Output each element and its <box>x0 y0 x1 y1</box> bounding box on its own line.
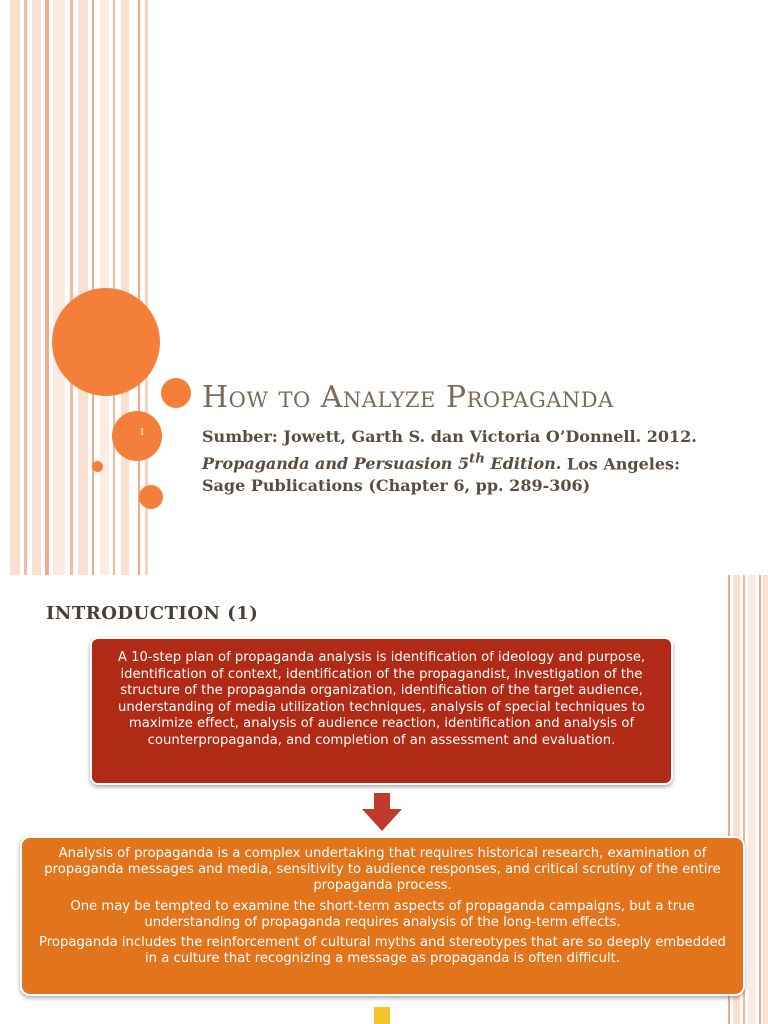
analysis-paragraph: One may be tempted to examine the short-term aspects of propaganda campaigns, but a true understanding of propaganda requires analysis of the long-term effects. <box>70 898 695 930</box>
citation-book-name: Propaganda and Persuasion 5 <box>202 454 470 474</box>
citation-suffix: Los Angeles: Sage Publications (Chapter 6, pp. 289-306) <box>202 454 680 496</box>
page-number: 1 <box>139 426 145 438</box>
analysis-description-box <box>20 836 745 996</box>
citation-edition: Edition. <box>484 454 562 474</box>
source-citation <box>202 426 712 497</box>
slide-heading: INTRODUCTION (1) <box>46 603 259 624</box>
decorative-circle-medium <box>161 378 191 408</box>
decorative-stripes-left <box>0 0 150 575</box>
analysis-paragraph: Propaganda includes the reinforcement of cultural myths and stereotypes that are so deeply embedded in a culture that recognizing a message as propaganda is often difficult. <box>39 935 726 967</box>
ten-step-plan-box: A 10-step plan of propaganda analysis is identification of ideology and purpose, identification of context, identification of the propagandist, investigation of the structure of the propaganda organization, identification of the target audience, understanding of media utilization techniques, analysis of special techniques to maximize effect, analysis of audience reaction, identification and analysis of counterpropaganda, and completion of an assessment and evaluation. <box>90 637 673 785</box>
decorative-circle-small <box>139 485 163 509</box>
analysis-paragraph: Analysis of propaganda is a complex undertaking that requires historical research, examination of propaganda messages and media, sensitivity to audience responses, and critical scrutiny of the entire propaganda process. <box>44 846 721 894</box>
decorative-circle-tiny <box>92 461 103 472</box>
citation-prefix: Sumber: Jowett, Garth S. dan Victoria O’Donnell. 2012. <box>202 427 697 446</box>
down-arrow-icon <box>362 1007 402 1024</box>
down-arrow-icon <box>362 793 402 831</box>
citation-book-title <box>202 451 562 474</box>
decorative-circle-large <box>52 288 160 396</box>
slide-title: How to Analyze Propaganda <box>202 380 614 415</box>
citation-ordinal-suffix: th <box>469 451 485 467</box>
content-slide <box>0 575 768 1024</box>
